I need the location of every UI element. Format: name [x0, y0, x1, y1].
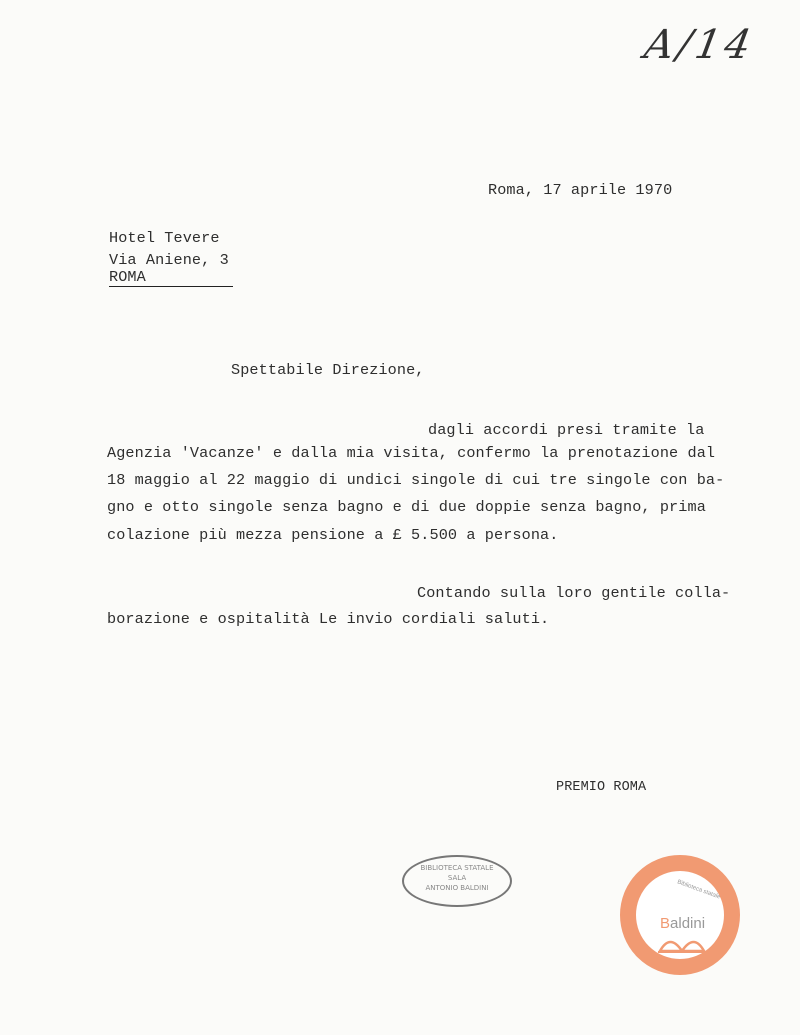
date-line: Roma, 17 aprile 1970	[488, 181, 673, 199]
recipient-name: Hotel Tevere	[109, 229, 220, 247]
body-line: dagli accordi presi tramite la	[428, 421, 705, 439]
stamp-line: ANTONIO BALDINI	[425, 884, 489, 892]
signature: PREMIO ROMA	[556, 780, 647, 795]
salutation: Spettabile Direzione,	[231, 361, 425, 379]
body-line: 18 maggio al 22 maggio di undici singole di cui tre singole con ba-	[107, 471, 725, 489]
body-line: colazione più mezza pensione a £ 5.500 a persona.	[107, 526, 559, 544]
library-stamp	[402, 855, 512, 907]
body-line: borazione e ospitalità Le invio cordiali saluti.	[107, 610, 550, 628]
baldini-logo	[620, 855, 740, 975]
logo-small-text: Biblioteca statale	[676, 879, 722, 901]
recipient-city: ROMA	[109, 268, 233, 287]
recipient-street: Via Aniene, 3	[109, 251, 229, 269]
handwritten-annotation: A/14	[640, 22, 759, 68]
body-line: Agenzia 'Vacanze' e dalla mia visita, confermo la prenotazione dal	[107, 444, 716, 462]
stamp-line: SALA	[447, 874, 467, 882]
stamp-line: BIBLIOTECA STATALE	[420, 864, 494, 872]
body-line: Contando sulla loro gentile colla-	[417, 584, 731, 602]
body-line: gno e otto singole senza bagno e di due doppie senza bagno, prima	[107, 498, 706, 516]
book-icon	[658, 933, 706, 953]
logo-name: Baldini	[660, 915, 706, 932]
